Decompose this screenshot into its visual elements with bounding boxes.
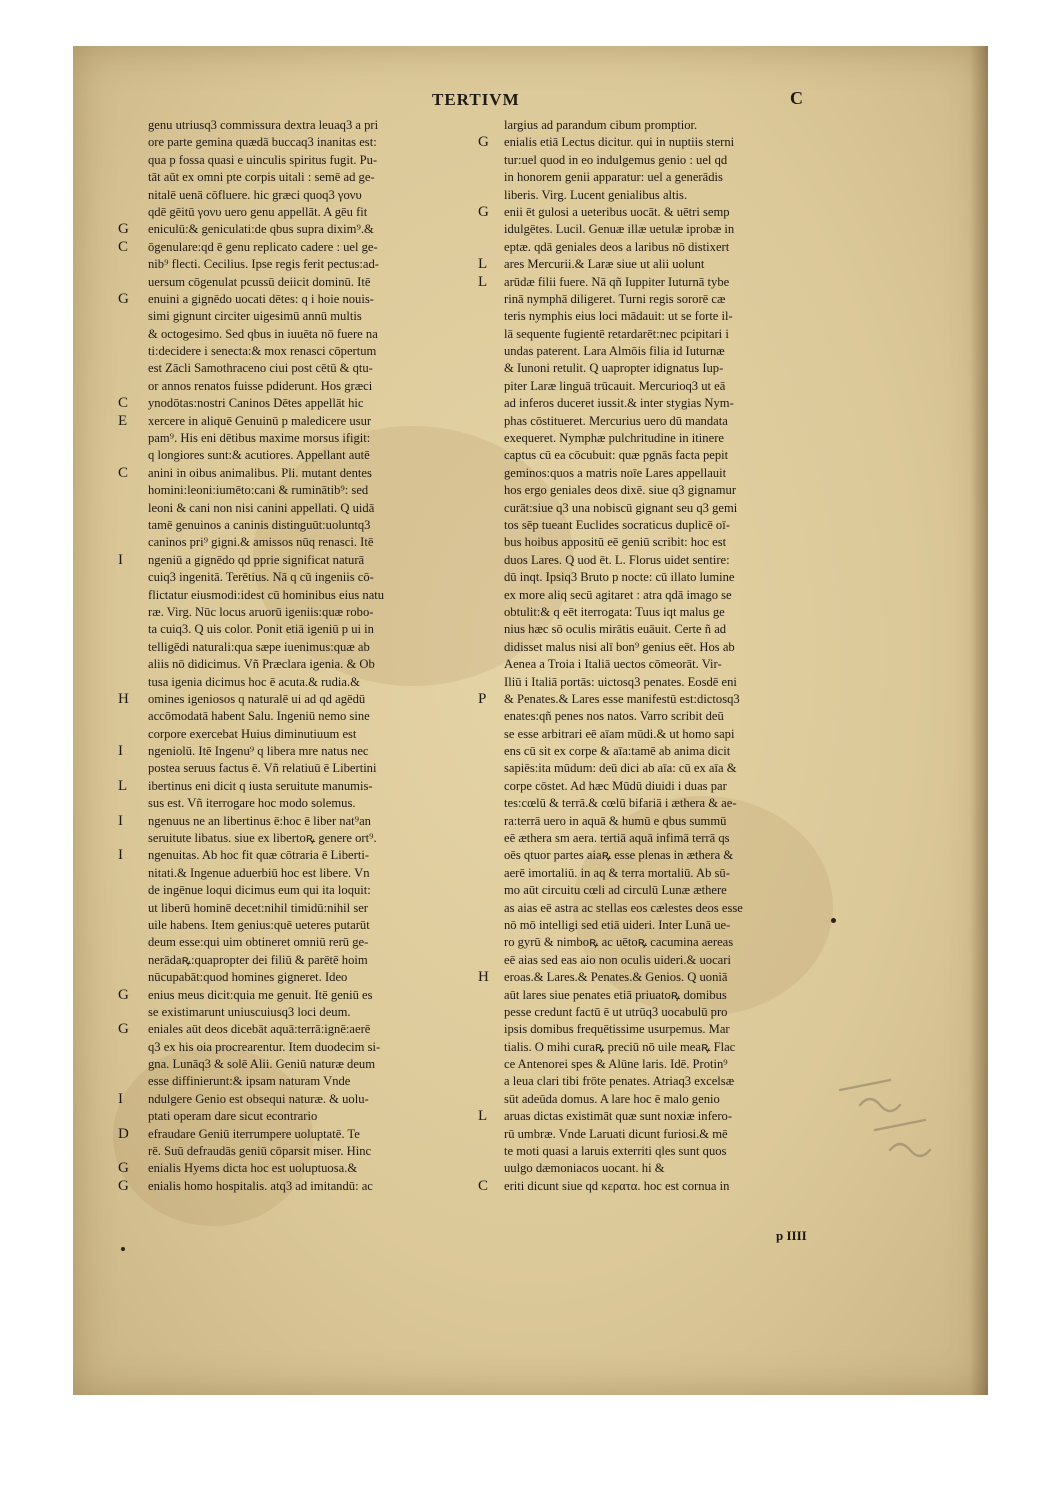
line-text: tos sēp tueant Euclides socraticus duplicē oī- <box>504 517 730 532</box>
text-line <box>478 256 842 273</box>
line-text: arūdæ filii fuere. Nā qñ Iuppiter Iuturnā tybe <box>504 274 730 289</box>
line-text: flictatur eiusmodi:idest cū hominibus eius natu <box>148 587 385 602</box>
text-line <box>504 517 842 534</box>
marginal-initial: L <box>118 777 128 794</box>
text-line <box>504 239 842 256</box>
marginal-initial: G <box>118 1177 129 1194</box>
text-line <box>148 308 478 325</box>
text-line <box>504 1039 842 1056</box>
text-line <box>148 795 478 812</box>
text-line <box>504 987 842 1004</box>
line-text: ptati operam dare sicut econtrario <box>148 1109 318 1124</box>
text-line <box>504 360 842 377</box>
text-line <box>118 690 478 708</box>
text-line <box>148 360 478 377</box>
text-line <box>478 690 842 708</box>
line-text: mo aūt circuitu cœli ad circulū Lunæ æthere <box>504 883 727 898</box>
line-text: & Iunoni retulit. Q uapropter idignatus Iup- <box>504 361 724 376</box>
text-line <box>504 152 842 169</box>
line-text: nerādaꝶ:quapropter dei filiū & parētē hoim <box>148 952 368 967</box>
line-text: nūcupabāt:quod homines gigneret. Ideo <box>148 970 348 985</box>
line-text: leoni & cani non nisi canini appellati. Q uidā <box>148 500 375 515</box>
line-text: nitati.& Ingenue aduerbiū hoc est libere. Vn <box>148 865 370 880</box>
text-line <box>504 1073 842 1090</box>
text-line <box>148 604 478 621</box>
text-line <box>148 900 478 917</box>
text-line <box>118 412 478 430</box>
marginal-initial: H <box>478 969 489 986</box>
line-text: sus est. Vñ iterrogare hoc modo solemus. <box>148 796 356 811</box>
text-line <box>504 169 842 186</box>
folio-mark: C <box>790 88 803 108</box>
text-line <box>504 813 842 830</box>
text-line <box>478 273 842 291</box>
text-line <box>504 308 842 325</box>
line-text: oēs qtuor partes aiaꝶ esse plenas in æthera & <box>504 848 734 863</box>
line-text: ra:terrā uero in aquā & humū e qbus summū <box>504 813 727 828</box>
marginal-initial: G <box>118 1021 129 1038</box>
line-text: genu utriusq3 commissura dextra leuaq3 a pri <box>148 118 379 132</box>
line-text: anini in oibus animalibus. Pli. mutant dentes <box>148 465 372 480</box>
marginal-initial: G <box>118 290 129 307</box>
line-text: esse diffinierunt:& ipsam naturam Vnde <box>148 1074 351 1089</box>
line-text: tes:cœlū & terrā.& cœlū bifariā i æthera & ae- <box>504 796 737 811</box>
line-text: ræ. Virg. Nūc locus aruorū igeniis:quæ robo- <box>148 604 374 619</box>
ink-dot <box>831 918 836 923</box>
text-line <box>478 134 842 151</box>
line-text: exequeret. Nymphæ pulchritudine in itinere <box>504 431 724 446</box>
text-line <box>148 534 478 551</box>
line-text: nitalē uenā cōfluere. hic græci quoq3 γονυ <box>148 187 362 202</box>
line-text: ta cuiq3. Q uis color. Ponit etiā igeniū p ui in <box>148 622 374 637</box>
line-text: ce Antenorei spes & Alūne laris. Idē. Protin⁹ <box>504 1057 728 1072</box>
marginal-initial: C <box>118 395 129 412</box>
text-line <box>118 221 478 238</box>
line-text: Aenea a Troia i Italiā uectos cōmeorāt. Vir- <box>504 657 722 672</box>
text-line <box>148 517 478 534</box>
text-line <box>504 117 842 134</box>
line-text: tusa igenia dicimus hoc ē acuta.& rudia.& <box>148 674 360 689</box>
line-text: qua p fossa quasi e uinculis spiritus fugit. Pu- <box>148 152 378 167</box>
line-text: q3 ex his oia procrearentur. Item duodecim si- <box>148 1039 381 1054</box>
line-text: caninos pri⁹ gigni.& amissos nūq renasci. Itē <box>148 535 374 550</box>
text-line <box>118 986 478 1004</box>
text-line <box>504 900 842 917</box>
line-text: & Penates.& Lares esse manifestū est:dictosq3 <box>504 691 740 706</box>
line-text: pesse credunt factū ē ut utrūq3 uocabulū pro <box>504 1004 728 1019</box>
line-text: rū umbræ. Vnde Laruati dicunt furiosi.& mē <box>504 1126 728 1141</box>
line-text: curāt:siue q3 una nobiscū gignant seu q3 gemi <box>504 500 738 515</box>
line-text: undas paterent. Lara Almōis filia id Iuturnæ <box>504 344 725 359</box>
line-text: dū inqt. Ipsiq3 Bruto p nocte: cū illato lumine <box>504 570 735 585</box>
text-line <box>148 952 478 969</box>
marginal-initial: G <box>478 203 489 220</box>
text-line <box>118 464 478 482</box>
line-text: tur:uel quod in eo indulgemus genio : uel qd <box>504 152 728 167</box>
line-text: enii ēt gulosi a ueteribus uocāt. & uētri semp <box>504 204 730 219</box>
text-line <box>478 969 842 986</box>
line-text: largius ad parandum cibum promptior. <box>504 118 698 132</box>
text-line <box>148 134 478 151</box>
marginal-initial: H <box>118 690 129 707</box>
text-line <box>504 639 842 656</box>
line-text: efraudare Geniū iterrumpere uoluptatē. Te <box>148 1126 360 1141</box>
line-text: se existimarunt uniuscuiusq3 loci deum. <box>148 1004 351 1019</box>
line-text: ti:decidere i senecta:& mox renasci cōpertum <box>148 344 377 359</box>
text-line <box>118 777 478 795</box>
text-line <box>504 395 842 412</box>
line-text: seruitute libatus. siue ex libertoꝶ genere ort⁹. <box>148 831 377 846</box>
marginal-initial: G <box>118 1160 129 1177</box>
line-text: qdē gēitū γονυ uero genu appellāt. A gēu fit <box>148 204 368 219</box>
line-text: in honorem genii apparatur: uel a generādis <box>504 170 723 185</box>
line-text: gna. Lunāq3 & solē Alii. Geniū naturæ deum <box>148 1057 376 1072</box>
text-line <box>504 726 842 743</box>
text-line <box>504 952 842 969</box>
text-line <box>148 482 478 499</box>
marginal-initial: C <box>118 464 129 481</box>
text-line <box>148 760 478 777</box>
text-line <box>118 238 478 256</box>
text-line <box>148 152 478 169</box>
text-line <box>148 569 478 586</box>
line-text: se esse arbitrari eē aīam mūdi.& ut homo sapi <box>504 726 735 741</box>
text-line <box>148 204 478 221</box>
line-text: postea seruus factus ē. Vñ relatiuū ē Libertini <box>148 761 377 776</box>
library-stamp-watermark <box>830 1050 950 1170</box>
text-line <box>118 551 478 569</box>
text-line <box>504 934 842 951</box>
line-text: geminos:quos a matris noīe Lares appellauit <box>504 465 727 480</box>
text-line <box>504 447 842 464</box>
text-line <box>504 674 842 691</box>
line-text: ngenuus ne an libertinus ē:hoc ē liber nat⁹an <box>148 813 371 828</box>
line-text: omines igeniosos q naturalē ui ad qd agēdū <box>148 691 366 706</box>
text-line <box>504 343 842 360</box>
line-text: eē aias sed eas aio non oculis uideri.& uocari <box>504 952 731 967</box>
text-line <box>504 708 842 725</box>
marginal-initial: L <box>478 256 488 273</box>
text-line <box>148 587 478 604</box>
line-text: ares Mercurii.& Laræ siue ut alii uolunt <box>504 257 705 272</box>
text-line <box>504 1004 842 1021</box>
line-text: cuiq3 ingenitā. Terētius. Nā q cū ingeniis cō- <box>148 570 374 585</box>
line-text: rinā nymphā diligeret. Turni regis sororē cæ <box>504 291 726 306</box>
text-line <box>118 847 478 864</box>
line-text: est Zācli Samothraceno ciui post cētū & qtu- <box>148 361 373 376</box>
line-text: ngeniū a gignēdo qd pprie significat naturā <box>148 552 365 567</box>
line-text: enialis etiā Lectus dicitur. qui in nuptiis sterni <box>504 135 735 150</box>
text-line <box>148 674 478 691</box>
line-text: ngeniolū. Itē Ingenu⁹ q libera mre natus nec <box>148 744 369 759</box>
line-text: enialis homo hospitalis. atq3 ad imitandū: ac <box>148 1178 373 1193</box>
text-line <box>504 465 842 482</box>
line-text: or annos renatos fuisse pdiderunt. Hos græci <box>148 378 373 393</box>
text-line <box>148 169 478 186</box>
line-text: idulgētes. Lucil. Genuæ illæ uetulæ iprobæ in <box>504 222 735 237</box>
text-line <box>118 1090 478 1108</box>
marginal-initial: L <box>478 1108 488 1125</box>
line-text: q longiores sunt:& acutiores. Appellant autē <box>148 448 370 463</box>
text-line <box>148 447 478 464</box>
line-text: ore parte gemina quædā buccaq3 inanitas est: <box>148 135 377 150</box>
line-text: uulgo dæmoniacos uocant. hi & <box>504 1161 665 1176</box>
left-text-column <box>118 117 478 1195</box>
marginal-initial: C <box>118 238 129 255</box>
text-line <box>504 430 842 447</box>
text-line <box>118 743 478 760</box>
ink-dot <box>121 1247 125 1251</box>
text-line <box>148 917 478 934</box>
text-line <box>504 482 842 499</box>
text-line <box>118 812 478 830</box>
text-line <box>504 378 842 395</box>
text-line <box>478 203 842 221</box>
text-line <box>148 500 478 517</box>
marginal-initial: I <box>118 551 123 568</box>
text-line <box>118 290 478 308</box>
text-line <box>148 430 478 447</box>
line-text: xercere in aliquē Genuinū p maledicere usur <box>148 413 372 428</box>
marginal-initial: P <box>478 690 487 707</box>
marginal-initial: I <box>118 743 123 760</box>
text-line <box>504 1091 842 1108</box>
text-line <box>504 500 842 517</box>
text-line <box>504 656 842 673</box>
line-text: eptæ. qdā geniales deos a laribus nō distixert <box>504 239 730 254</box>
text-line <box>504 1126 842 1143</box>
text-line <box>504 743 842 760</box>
text-line <box>118 395 478 412</box>
line-text: ibertinus eni dicit q iusta seruitute manumis- <box>148 778 373 793</box>
line-text: nō mō intelligi sed etiā uideri. Inter Lunā ue- <box>504 917 731 932</box>
text-line <box>504 291 842 308</box>
marginal-initial: I <box>118 1090 123 1107</box>
line-text: ngenuitas. Ab hoc fit quæ cōtraria ē Liberti- <box>148 848 370 863</box>
line-text: sapiēs:ita mūdum: deū dici ab aīa: cū ex aīa & <box>504 761 737 776</box>
line-text: ōgenulare:qd ē genu replicato cadere : uel ge- <box>148 239 378 254</box>
line-text: teris nymphis eius loci mādauit: ut se forte il- <box>504 309 733 324</box>
line-text: eniales aūt deos dicebāt aquā:terrā:ignē:aerē <box>148 1022 371 1037</box>
line-text: simi gignunt circiter uigesimū annū multis <box>148 309 362 324</box>
text-line <box>148 1143 478 1160</box>
text-line <box>148 865 478 882</box>
line-text: corpore exercebat Huius diminutiuum est <box>148 726 357 741</box>
marginal-initial: L <box>478 273 488 290</box>
marginal-initial: I <box>118 812 123 829</box>
line-text: aruas dictas existimāt quæ sunt noxiæ infero- <box>504 1109 733 1124</box>
line-text: ynodōtas:nostri Caninos Dētes appellāt hic <box>148 396 364 411</box>
text-line <box>504 534 842 551</box>
text-line <box>478 1177 842 1195</box>
text-line <box>118 1160 478 1177</box>
text-line <box>148 1073 478 1090</box>
marginal-initial: E <box>118 412 128 429</box>
line-text: didisset malus nisi alī bon⁹ genius eēt. Hos ab <box>504 639 735 654</box>
line-text: enialis Hyems dicta hoc est uoluptuosa.& <box>148 1161 358 1176</box>
text-line <box>478 1108 842 1125</box>
text-line <box>504 187 842 204</box>
text-line <box>148 274 478 291</box>
text-line <box>504 1021 842 1038</box>
line-text: homini:leoni:iumēto:cani & ruminātib⁹: sed <box>148 483 369 498</box>
line-text: piter Laræ linguā trūcauit. Mercurioq3 ut eā <box>504 378 726 393</box>
text-line <box>504 882 842 899</box>
text-line <box>504 604 842 621</box>
text-line <box>148 726 478 743</box>
text-line <box>148 1108 478 1125</box>
text-line <box>148 326 478 343</box>
text-line <box>148 256 478 273</box>
line-text: bus hoibus appositū eē geniū scribit: hoc est <box>504 535 727 550</box>
text-line <box>504 1143 842 1160</box>
text-line <box>148 1039 478 1056</box>
text-line <box>148 830 478 847</box>
marginal-initial: D <box>118 1125 129 1142</box>
text-line <box>504 1056 842 1073</box>
text-line <box>504 621 842 638</box>
line-text: phas cōstitueret. Mercurius uero dū mandata <box>504 413 728 428</box>
text-line <box>504 221 842 238</box>
text-line <box>148 656 478 673</box>
text-line <box>148 639 478 656</box>
text-line <box>504 326 842 343</box>
text-line <box>504 778 842 795</box>
line-text: ipsis domibus frequētissime usurpemus. Mar <box>504 1022 730 1037</box>
text-line <box>148 969 478 986</box>
marginal-initial: G <box>478 134 489 151</box>
line-text: lā sequente fugientē retardarēt:nec pcipitari i <box>504 326 729 341</box>
text-line <box>148 117 478 134</box>
text-line <box>504 847 842 864</box>
line-text: tialis. O mihi curaꝶ preciū nō uile meaꝶ Flac <box>504 1039 736 1054</box>
line-text: eē æthera sm aera. tertiā aquā infimā terrā qs <box>504 831 730 846</box>
line-text: duos Lares. Q uod ēt. L. Florus uidet sentire: <box>504 552 730 567</box>
right-text-column <box>478 117 842 1195</box>
text-line <box>504 760 842 777</box>
line-text: tamē genuinos a caninis distinguūt:uoluntq3 <box>148 517 371 532</box>
running-head: TERTIVM <box>432 90 520 109</box>
text-line <box>504 917 842 934</box>
text-line <box>148 934 478 951</box>
text-line <box>504 552 842 569</box>
text-line <box>148 621 478 638</box>
line-text: uile habens. Item genius:quē ueteres putarūt <box>148 917 370 932</box>
text-line <box>148 1056 478 1073</box>
line-text: Iliū i Italiā portās: uictosq3 penates. Eosdē eni <box>504 674 737 689</box>
line-text: hos ergo geniales deos dixē. siue q3 gignamur <box>504 483 737 498</box>
text-line <box>504 587 842 604</box>
line-text: ens cū sit ex corpe & aīa:tamē ab anima dicit <box>504 744 731 759</box>
line-text: de ingēnue loqui dicimus eum qui ita loquit: <box>148 883 371 898</box>
line-text: aūt lares siue penates etiā priuatoꝶ domibus <box>504 987 727 1002</box>
line-text: ex more aliq secū agitaret : atra qdā imago se <box>504 587 732 602</box>
text-line <box>148 343 478 360</box>
line-text: a leua clari tibi frōte penates. Atriaq3 excelsæ <box>504 1074 735 1089</box>
text-line <box>504 1160 842 1177</box>
line-text: liberis. Virg. Lucent genialibus altis. <box>504 187 688 202</box>
text-line <box>118 1125 478 1143</box>
text-line <box>504 569 842 586</box>
line-text: accōmodatā habent Salu. Ingeniū nemo sine <box>148 709 370 724</box>
marginal-initial: I <box>118 847 123 864</box>
line-text: nius hæc sō oculis mirātis euāuit. Certe ñ ad <box>504 622 727 637</box>
text-line <box>504 865 842 882</box>
text-line <box>148 708 478 725</box>
line-text: ut liberū hominē decet:nihil timidū:nihil ser <box>148 900 369 915</box>
line-text: enuini a gignēdo uocati dētes: q i hoie nouis- <box>148 291 374 306</box>
line-text: eniculū:& geniculati:de qbus supra dixim⁹.& <box>148 222 374 237</box>
text-line <box>118 1021 478 1038</box>
line-text: ndulgere Genio est obsequi naturæ. & uolu- <box>148 1091 369 1106</box>
text-line <box>504 830 842 847</box>
line-text: aerē imortaliū. in aq & terra mortaliū. Ab sū- <box>504 865 730 880</box>
line-text: aliis nō didicimus. Vñ Præclara igenia. & Ob <box>148 657 375 672</box>
line-text: sūt adeūda domus. A lare hoc ē malo genio <box>504 1091 720 1106</box>
marginal-initial: G <box>118 221 129 238</box>
text-line <box>118 1177 478 1195</box>
line-text: eroas.& Lares.& Penates.& Genios. Q uoniā <box>504 970 728 985</box>
marginal-initial: G <box>118 986 129 1003</box>
text-line <box>504 795 842 812</box>
line-text: pam⁹. His eni dētibus maxime morsus ifigit: <box>148 431 371 446</box>
signature-mark: p IIII <box>776 1228 807 1243</box>
page-gutter <box>970 46 988 1395</box>
text-line <box>504 413 842 430</box>
line-text: as aias eē astra ac stellas eos cælestes deos esse <box>504 900 743 915</box>
line-text: eriti dicunt siue qd κερατα. hoc est cornua in <box>504 1178 730 1193</box>
line-text: enius meus dicit:quia me genuit. Itē geniū es <box>148 987 373 1002</box>
line-text: captus cū ea cōcubuit: quæ pgnās facta pepit <box>504 448 729 463</box>
line-text: tāt aūt ex omni pte corpis uitali : semē ad ge- <box>148 170 375 185</box>
line-text: corpe cōstet. Ad hæc Mūdū diuidi i duas par <box>504 778 727 793</box>
line-text: te moti quasi a laruis exterriti qles sunt quos <box>504 1144 727 1159</box>
line-text: ad inferos duceret iussit.& inter stygias Nym- <box>504 396 734 411</box>
line-text: ro gyrū & nimboꝶ ac uētoꝶ cacumina aereas <box>504 935 734 950</box>
line-text: rē. Suū defraudās geniū cōparsit miser. Hinc <box>148 1144 372 1159</box>
line-text: uersum cōgenulat pcussū deiicit dominū. Itē <box>148 274 371 289</box>
text-line <box>148 378 478 395</box>
line-text: deum esse:qui uim obtineret omniū rerū ge- <box>148 935 369 950</box>
text-line <box>148 1004 478 1021</box>
text-line <box>148 187 478 204</box>
line-text: & octogesimo. Sed qbus in iuuēta nō fuere na <box>148 326 378 341</box>
line-text: telligēdi naturali:qua sæpe iuenimus:quæ ab <box>148 639 370 654</box>
line-text: obtulit:& q eēt iterrogata: Tuus iqt malus ge <box>504 604 725 619</box>
line-text: enates:qñ penes nos natos. Varro scribit deū <box>504 709 724 724</box>
line-text: nib⁹ flecti. Cecilius. Ipse regis ferit pectus:ad- <box>148 257 380 272</box>
marginal-initial: C <box>478 1177 489 1194</box>
text-line <box>148 882 478 899</box>
